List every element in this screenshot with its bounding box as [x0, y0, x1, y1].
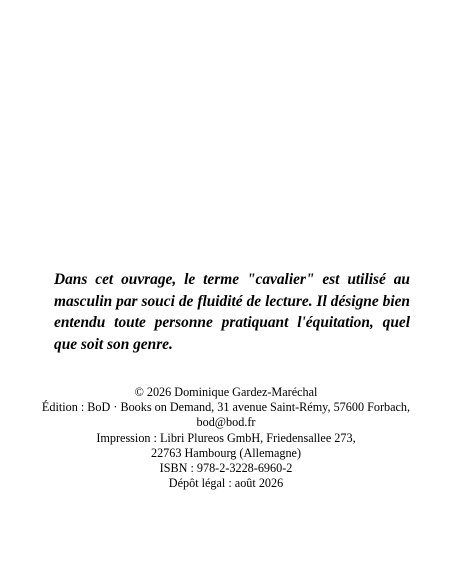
printer-address-line: 22763 Hambourg (Allemagne)	[150, 445, 302, 460]
printer-line: Impression : Libri Plureos GmbH, Friedensallee 273,	[96, 430, 356, 445]
isbn-line: ISBN : 978-2-3228-6960-2	[159, 461, 293, 476]
gender-usage-notice: Dans cet ouvrage, le terme "cavalier" est utilisé au masculin par souci de fluidité de lecture. Il désigne bien entendu toute personne pratiquant l'équitation, quel que soit son genre.	[54, 271, 410, 353]
legal-deposit-line: Dépôt légal : août 2026	[168, 476, 284, 491]
imprint-block	[40, 385, 412, 491]
publisher-line: Édition : BoD · Books on Demand, 31 avenue Saint-Rémy, 57600 Forbach,	[41, 400, 411, 415]
publisher-email-line: bod@bod.fr	[196, 415, 256, 430]
copyright-line: © 2026 Dominique Gardez-Maréchal	[134, 385, 318, 399]
